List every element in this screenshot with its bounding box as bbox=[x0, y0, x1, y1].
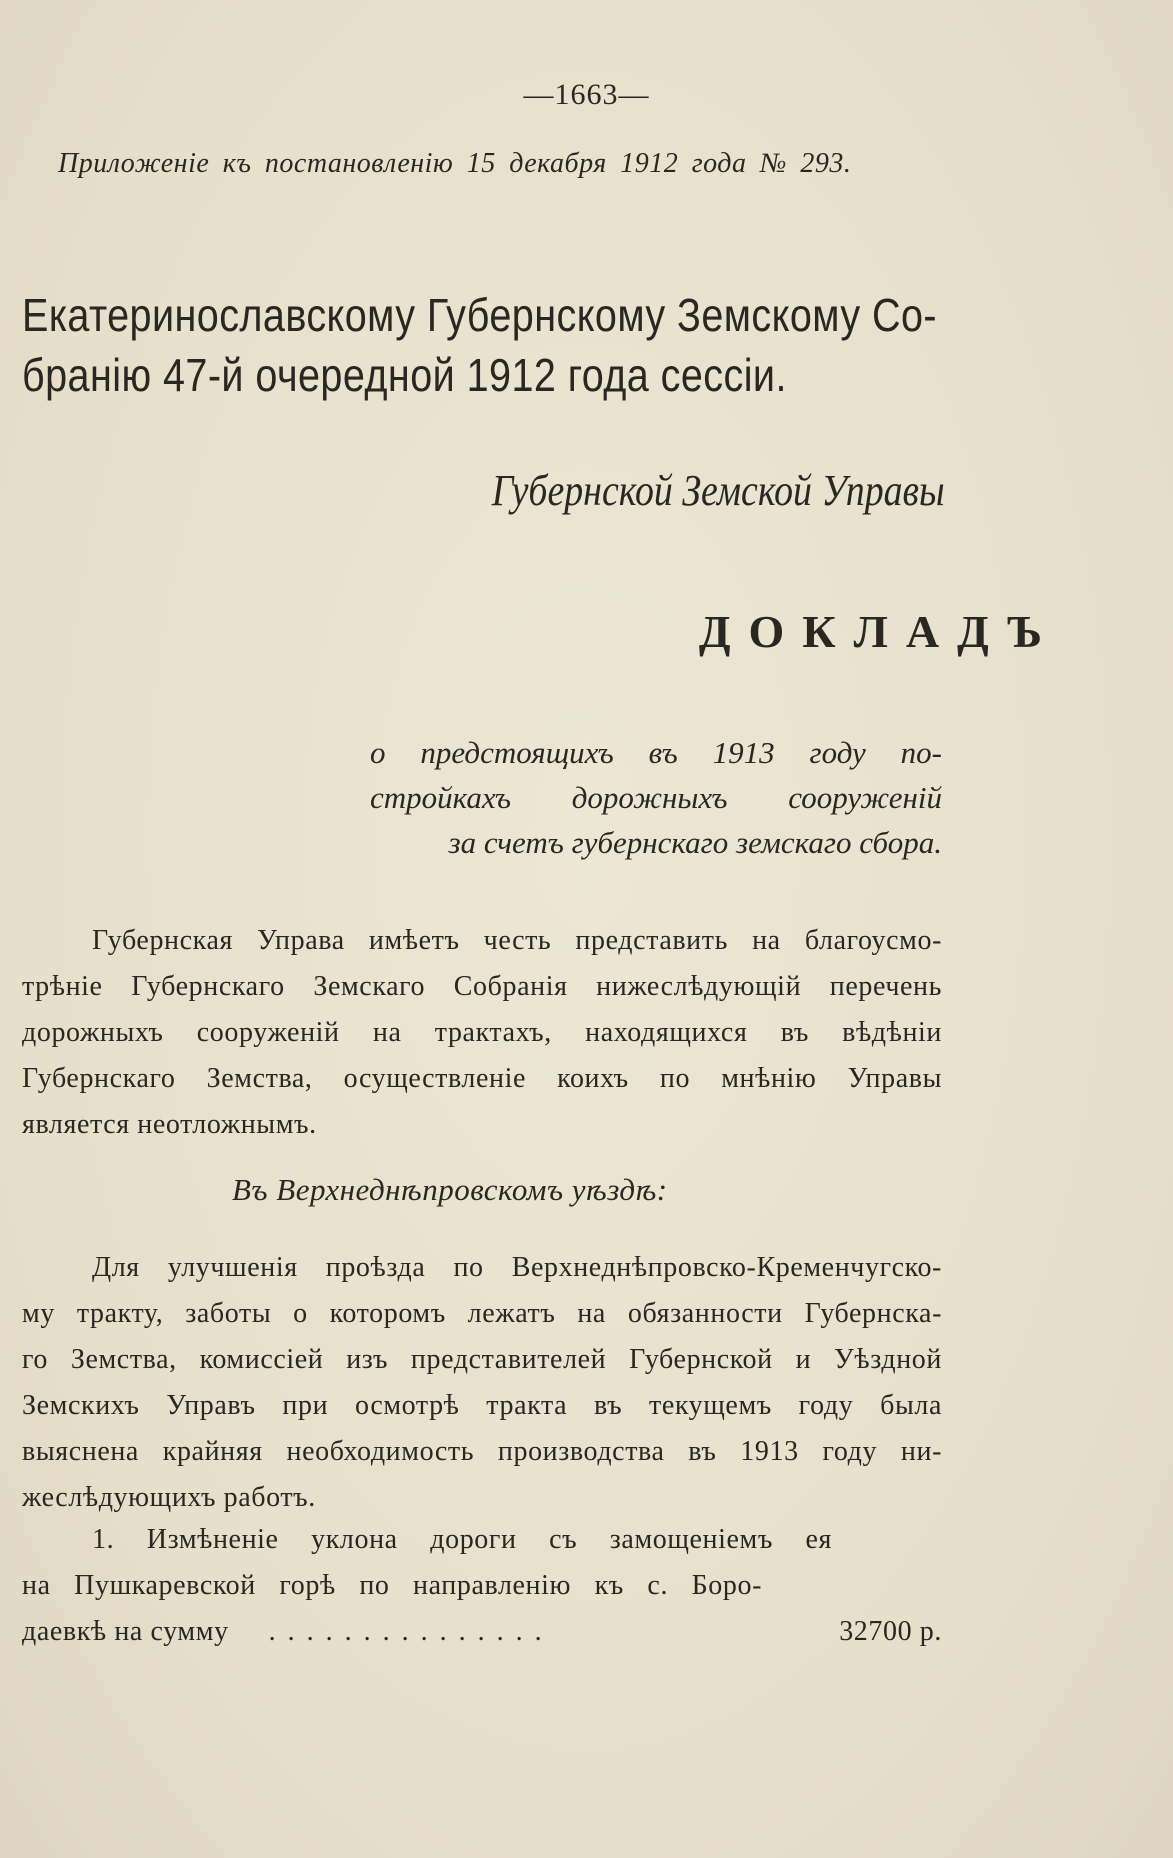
heading-line-2: бранію 47-й очередной 1912 года сессіи. bbox=[22, 349, 787, 401]
subject-line: стройкахъ дорожныхъ сооруженій bbox=[370, 780, 942, 815]
text-line: выяснена крайняя необходимость производства въ 1913 году ни- bbox=[22, 1436, 942, 1467]
work-item-1 bbox=[22, 1517, 942, 1655]
text-line: му тракту, заботы о которомъ лежатъ на обязанности Губернска- bbox=[22, 1298, 942, 1329]
dot-leader: ............... bbox=[268, 1616, 554, 1647]
document-heading bbox=[22, 285, 977, 405]
text-line: жеслѣдующихъ работъ. bbox=[22, 1482, 316, 1513]
text-line: Земскихъ Управъ при осмотрѣ тракта въ текущемъ году была bbox=[22, 1390, 942, 1421]
text-line: трѣніе Губернскаго Земскаго Собранія нижеслѣдующій перечень bbox=[22, 971, 942, 1002]
text-line: го Земства, комиссіей изъ представителей Губернской и Уѣздной bbox=[22, 1344, 942, 1375]
cost-label: даевкѣ на сумму bbox=[22, 1616, 229, 1647]
paragraph-works bbox=[22, 1245, 942, 1521]
text-line: Губернская Управа имѣетъ честь представить на благоусмо- bbox=[92, 925, 942, 956]
cost-line bbox=[22, 1609, 942, 1655]
subject-line: о предстоящихъ въ 1913 году по- bbox=[370, 735, 942, 770]
page-number: —1663— bbox=[523, 78, 650, 111]
text-line: Губернскаго Земства, осуществленіе коихъ по мнѣнію Управы bbox=[22, 1063, 942, 1094]
text-line: дорожныхъ сооруженій на трактахъ, находящихся въ вѣдѣніи bbox=[22, 1017, 942, 1048]
subject-line: за счетъ губернскаго земскаго сбора. bbox=[448, 825, 942, 860]
text-line: 1. Измѣненіе уклона дороги съ замощеніемъ ея bbox=[92, 1524, 832, 1555]
text-line: является неотложнымъ. bbox=[22, 1109, 317, 1140]
report-subject bbox=[370, 730, 942, 865]
cost-amount: 32700 р. bbox=[839, 1616, 942, 1647]
report-title: ДОКЛАДЪ bbox=[698, 606, 1060, 657]
district-heading: Въ Верхнеднѣпровскомъ уѣздѣ: bbox=[232, 1172, 668, 1207]
text-line: на Пушкаревской горѣ по направленію къ с. Боро- bbox=[22, 1570, 762, 1601]
issuer-name: Губернской Земской Управы bbox=[492, 466, 945, 515]
text-line: Для улучшенія проѣзда по Верхнеднѣпровско-Кременчугско- bbox=[92, 1252, 942, 1283]
appendix-line: Приложеніе къ постановленію 15 декабря 1912 года № 293. bbox=[58, 148, 852, 179]
paragraph-intro bbox=[22, 918, 942, 1148]
heading-line-1: Екатеринославскому Губернскому Земскому Со- bbox=[22, 289, 937, 341]
